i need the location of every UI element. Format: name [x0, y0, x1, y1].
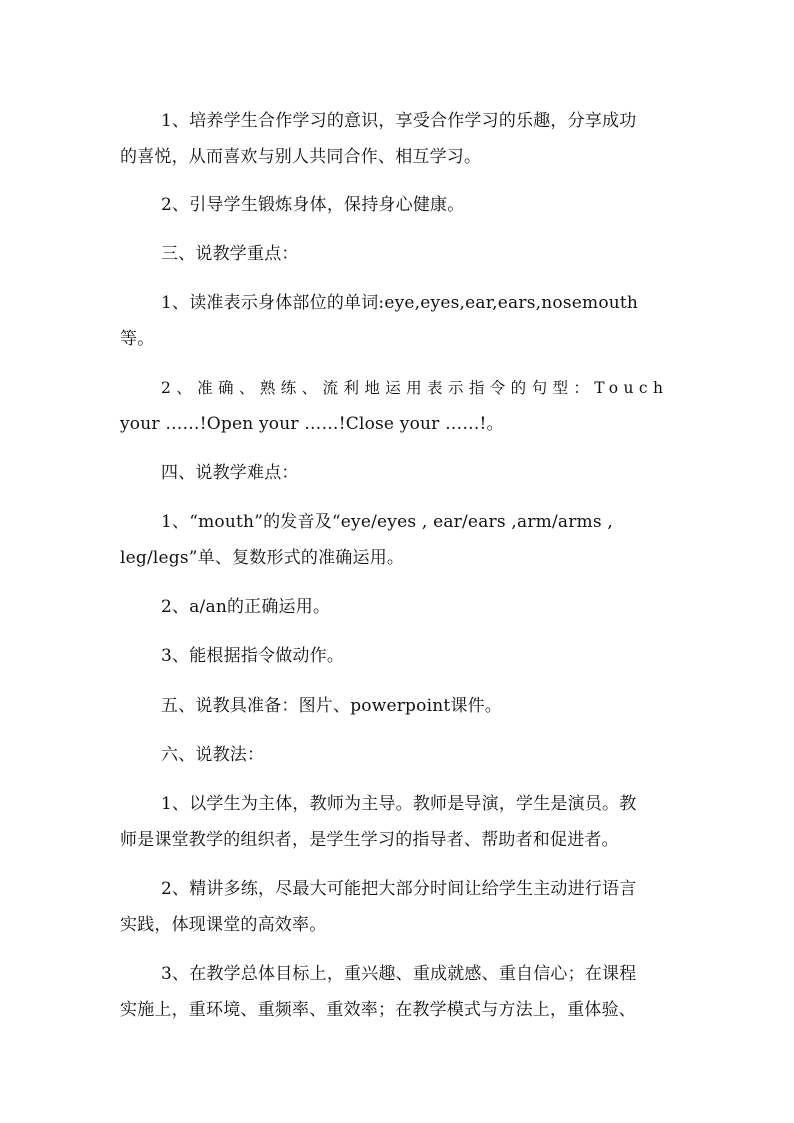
paragraph-method-2-line-2: 实践，体现课堂的高效率。	[120, 915, 327, 935]
paragraph-2-line-1: 2、引导学生锻炼身体，保持身心健康。	[161, 195, 465, 215]
paragraph-method-3-line-2: 实施上，重环境、重频率、重效率；在教学模式与方法上，重体验、	[120, 1000, 636, 1020]
paragraph-method-2-line-1: 2、精讲多练，尽最大可能把大部分时间让给学生主动进行语言	[161, 879, 637, 899]
paragraph-difficulty-1-line-1: 1、“mouth”的发音及“eye/eyes , ear/ears ,arm/arms ,	[161, 512, 614, 532]
section-heading-key-points: 三、说教学重点：	[161, 244, 299, 264]
paragraph-method-1-line-1: 1、以学生为主体，教师为主导。教师是导演，学生是演员。教	[161, 794, 637, 814]
paragraph-1-line-1: 1、培养学生合作学习的意识，享受合作学习的乐趣，分享成功	[161, 111, 637, 131]
paragraph-difficulty-2: 2、a/an的正确运用。	[161, 597, 331, 617]
paragraph-1-line-2: 的喜悦，从而喜欢与别人共同合作、相互学习。	[120, 147, 482, 167]
paragraph-method-3-line-1: 3、在教学总体目标上，重兴趣、重成就感、重自信心；在课程	[161, 964, 637, 984]
paragraph-key-point-2-line-1: 2、准确、熟练、流利地运用表示指令的句型：Touch	[161, 379, 669, 397]
paragraph-difficulty-3: 3、能根据指令做动作。	[161, 646, 345, 666]
paragraph-key-point-1-line-1: 1、读准表示身体部位的单词:eye,eyes,ear,ears,nosemouth	[161, 293, 639, 313]
paragraph-key-point-1-line-2: 等。	[120, 329, 155, 349]
paragraph-method-1-line-2: 师是课堂教学的组织者，是学生学习的指导者、帮助者和促进者。	[120, 830, 619, 850]
paragraph-difficulty-1-line-2: leg/legs”单、复数形式的准确运用。	[120, 548, 405, 568]
section-heading-difficulties: 四、说教学难点：	[161, 463, 299, 483]
section-heading-teaching-methods: 六、说教法：	[161, 745, 265, 765]
paragraph-key-point-2-line-2: your ……!Open your ……!Close your ……!。	[120, 414, 504, 434]
section-heading-teaching-aids: 五、说教具准备：图片、powerpoint课件。	[161, 696, 502, 716]
